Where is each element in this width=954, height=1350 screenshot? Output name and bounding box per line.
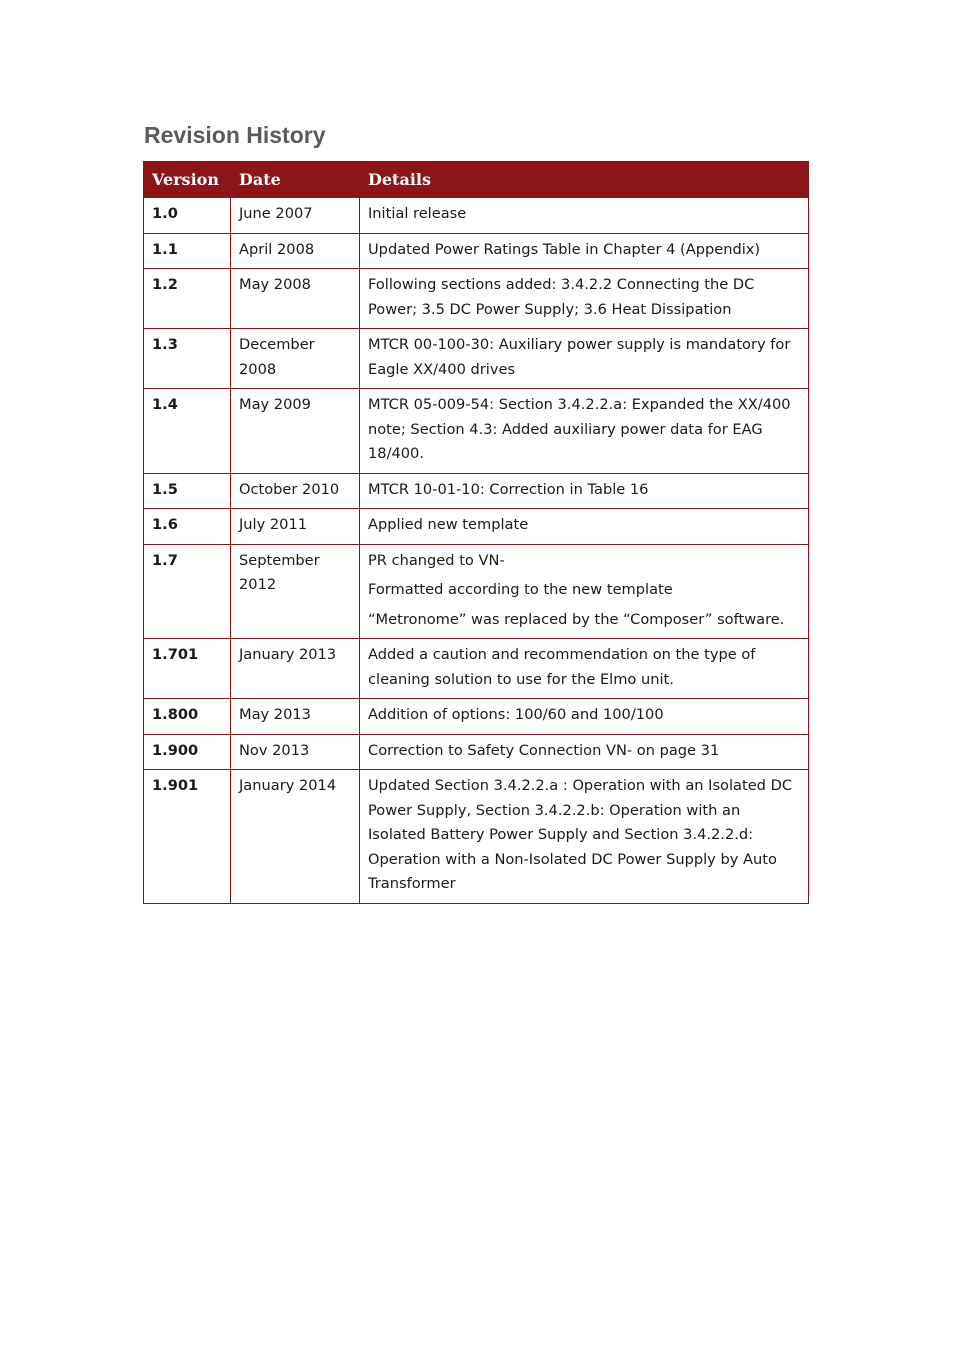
column-header-version: Version (144, 162, 231, 198)
version-cell: 1.3 (144, 329, 231, 389)
details-cell (360, 699, 809, 735)
version-cell: 1.4 (144, 389, 231, 474)
date-cell: May 2013 (231, 699, 360, 735)
details-cell (360, 544, 809, 639)
details-cell (360, 639, 809, 699)
version-cell: 1.6 (144, 509, 231, 545)
version-cell: 1.5 (144, 473, 231, 509)
details-cell (360, 198, 809, 234)
date-cell: January 2014 (231, 770, 360, 904)
date-cell: April 2008 (231, 233, 360, 269)
details-line: MTCR 00-100-30: Auxiliary power supply is mandatory for Eagle XX/400 drives (368, 336, 791, 378)
details-cell (360, 269, 809, 329)
table-body (144, 198, 809, 904)
table-header-row (144, 162, 809, 198)
date-cell: September 2012 (231, 544, 360, 639)
date-cell: July 2011 (231, 509, 360, 545)
version-cell: 1.0 (144, 198, 231, 234)
table-row (144, 329, 809, 389)
details-cell (360, 770, 809, 904)
version-cell: 1.900 (144, 734, 231, 770)
date-cell: January 2013 (231, 639, 360, 699)
details-line: “Metronome” was replaced by the “Composer” software. (368, 610, 785, 628)
details-cell (360, 329, 809, 389)
table-row (144, 509, 809, 545)
details-line: Updated Section 3.4.2.2.a : Operation with an Isolated DC Power Supply, Section 3.4.2.2.b: Operation with an Isolated Battery Power Supply and Section 3.4.2.2.d: Operation with a Non-Isolated DC Power Supply by Auto Transformer (368, 777, 793, 892)
table-row (144, 699, 809, 735)
details-cell (360, 509, 809, 545)
details-line: Initial release (368, 205, 467, 222)
details-line: PR changed to VN- (368, 551, 505, 569)
table-row (144, 389, 809, 474)
version-cell: 1.1 (144, 233, 231, 269)
table-row (144, 233, 809, 269)
details-line: MTCR 05-009-54: Section 3.4.2.2.a: Expanded the XX/400 note; Section 4.3: Added auxiliary power data for EAG 18/400. (368, 396, 791, 462)
details-cell (360, 389, 809, 474)
details-line: Updated Power Ratings Table in Chapter 4 (Appendix) (368, 240, 761, 258)
revision-history-table (143, 161, 809, 904)
date-cell: June 2007 (231, 198, 360, 234)
version-cell: 1.800 (144, 699, 231, 735)
date-cell: October 2010 (231, 473, 360, 509)
table-row (144, 770, 809, 904)
version-cell: 1.7 (144, 544, 231, 639)
version-cell: 1.901 (144, 770, 231, 904)
details-line: MTCR 10-01-10: Correction in Table 16 (368, 480, 649, 498)
details-line: Added a caution and recommendation on the type of cleaning solution to use for the Elmo unit. (368, 646, 756, 688)
table-row (144, 473, 809, 509)
details-line: Applied new template (368, 516, 529, 533)
details-line: Correction to Safety Connection VN- on page 31 (368, 741, 720, 759)
date-cell: May 2009 (231, 389, 360, 474)
details-line: Formatted according to the new template (368, 581, 673, 598)
details-cell (360, 233, 809, 269)
column-header-date: Date (231, 162, 360, 198)
date-cell: May 2008 (231, 269, 360, 329)
page-title: Revision History (144, 122, 326, 148)
details-line: Addition of options: 100/60 and 100/100 (368, 706, 664, 723)
details-line: Following sections added: 3.4.2.2 Connecting the DC Power; 3.5 DC Power Supply; 3.6 Heat Dissipation (368, 276, 755, 318)
table-row (144, 734, 809, 770)
table-row (144, 269, 809, 329)
details-cell (360, 734, 809, 770)
column-header-details: Details (360, 162, 809, 198)
table-row (144, 544, 809, 639)
details-cell (360, 473, 809, 509)
date-cell: December 2008 (231, 329, 360, 389)
table-row (144, 639, 809, 699)
version-cell: 1.701 (144, 639, 231, 699)
table-row (144, 198, 809, 234)
date-cell: Nov 2013 (231, 734, 360, 770)
version-cell: 1.2 (144, 269, 231, 329)
